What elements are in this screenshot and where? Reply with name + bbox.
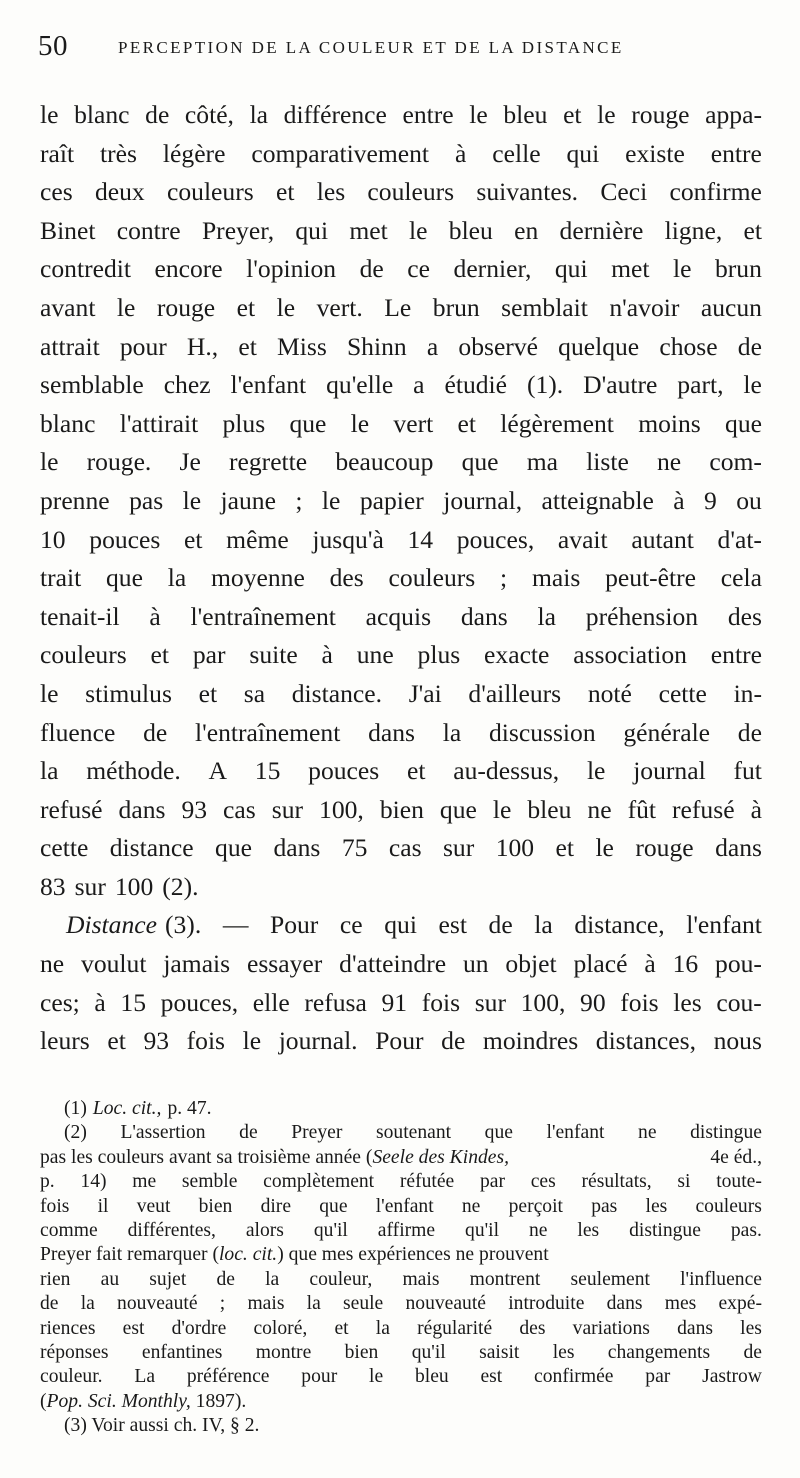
text-line: fois il veut bien dire que l'enfant ne perçoit pas les couleurs — [40, 1195, 762, 1217]
text-line: ces deux couleurs et les couleurs suivantes. Ceci confirme — [40, 177, 762, 207]
footnote-1-page: p. 47. — [167, 1098, 212, 1119]
footnote-2-edition: 4e éd., — [710, 1146, 762, 1168]
text-line: couleurs et par suite à une plus exacte association entre — [40, 640, 762, 670]
text-line: ces; à 15 pouces, elle refusa 91 fois sur 100, 90 fois les cou- — [40, 987, 762, 1017]
text-line: blanc l'attirait plus que le vert et légèrement moins que — [40, 408, 762, 438]
text-line: contredit encore l'opinion de ce dernier, qui met le brun — [40, 254, 762, 284]
footnote-2-text: pas les couleurs avant sa troisième année ( — [40, 1146, 373, 1168]
text-line: Binet contre Preyer, qui met le bleu en dernière ligne, et — [40, 215, 762, 245]
text-line: avant le rouge et le vert. Le brun semblait n'avoir aucun — [40, 292, 762, 322]
footnote-3-text: (3) Voir aussi ch. IV, § 2. — [64, 1415, 260, 1437]
text-line: ne voulut jamais essayer d'atteindre un objet placé à 16 pou- — [40, 949, 762, 979]
text-line: p. 14) me semble complètement réfutée par ces résultats, si toute- — [40, 1171, 762, 1193]
text-line: rien au sujet de la couleur, mais montrent seulement l'influence — [40, 1268, 762, 1290]
footnote-2-journal: Pop. Sci. Monthly, — [46, 1390, 191, 1412]
main-paragraph — [40, 96, 762, 906]
body-text — [40, 96, 762, 1061]
footnote-2-line-6 — [40, 1243, 762, 1267]
text-line: de la nouveauté ; mais la seule nouveauté introduite dans mes expé- — [40, 1293, 762, 1315]
text-line: tenait-il à l'entraînement acquis dans la préhension des — [40, 601, 762, 631]
text-line: réponses enfantines montre bien qu'il saisit les changements de — [40, 1341, 762, 1363]
footnote-2-title: Seele des Kindes, — [372, 1146, 510, 1168]
footnotes — [40, 1097, 762, 1438]
distance-first-line-rest: (3). — Pour ce qui est de la distance, l'enfant — [164, 910, 762, 940]
footnote-2-year: 1897). — [195, 1390, 247, 1412]
footnote-2-line-2 — [40, 1146, 762, 1170]
text-line: trait que la moyenne des couleurs ; mais peut-être cela — [40, 563, 762, 593]
text-line: refusé dans 93 cas sur 100, bien que le bleu ne fût refusé à — [40, 794, 762, 824]
footnote-1 — [40, 1097, 762, 1121]
text-line: le stimulus et sa distance. J'ai d'ailleurs noté cette in- — [40, 678, 762, 708]
page-header — [38, 30, 768, 70]
text-line: comme différentes, alors qu'il affirme qu'il ne les distingue pas. — [40, 1219, 762, 1241]
footnote-1-ref: Loc. cit., — [92, 1098, 162, 1119]
footnote-1-marker: (1) — [64, 1098, 87, 1119]
footnote-3 — [40, 1414, 762, 1438]
text-line: raît très légère comparativement à celle qui existe entre — [40, 138, 762, 168]
text-line: couleur. La préférence pour le bleu est confirmée par Jastrow — [40, 1366, 762, 1388]
text-line: attrait pour H., et Miss Shinn a observé quelque chose de — [40, 331, 762, 361]
text-line: le blanc de côté, la différence entre le bleu et le rouge appa- — [40, 100, 762, 129]
text-line: le rouge. Je regrette beaucoup que ma liste ne com- — [40, 447, 762, 477]
text-line: cette distance que dans 75 cas sur 100 et le rouge dans — [40, 833, 762, 863]
distance-heading: Distance — [66, 910, 157, 940]
text-line: prenne pas le jaune ; le papier journal, atteignable à 9 ou — [40, 485, 762, 515]
text-line: riences est d'ordre coloré, et la régularité des variations dans les — [40, 1317, 762, 1339]
page-number: 50 — [38, 30, 68, 62]
footnote-2-loc-cit: loc. cit. — [218, 1244, 278, 1266]
distance-paragraph-first-line — [40, 906, 762, 945]
text-line: la méthode. A 15 pouces et au-dessus, le journal fut — [40, 756, 762, 786]
footnote-2-line-1: (2) L'assertion de Preyer soutenant que l'enfant ne distingue — [64, 1122, 762, 1144]
footnote-2-end — [40, 1268, 762, 1390]
text-line: 83 sur 100 (2). — [40, 871, 199, 901]
footnote-2-text: ) que mes expériences ne prouvent — [277, 1244, 549, 1266]
footnote-2-text: ( — [40, 1390, 47, 1412]
distance-paragraph — [40, 945, 762, 1061]
text-line: semblable chez l'enfant qu'elle a étudié (1). D'autre part, le — [40, 370, 762, 400]
footnote-2-middle — [40, 1170, 762, 1243]
footnote-2-text: Preyer fait remarquer ( — [40, 1244, 219, 1266]
text-line: fluence de l'entraînement dans la discussion générale de — [40, 717, 762, 747]
running-head: PERCEPTION DE LA COULEUR ET DE LA DISTANCE — [118, 38, 624, 57]
text-line: leurs et 93 fois le journal. Pour de moindres distances, nous — [40, 1026, 762, 1056]
footnote-2-last-line — [40, 1390, 762, 1414]
text-line: 10 pouces et même jusqu'à 14 pouces, avait autant d'at- — [40, 524, 762, 554]
